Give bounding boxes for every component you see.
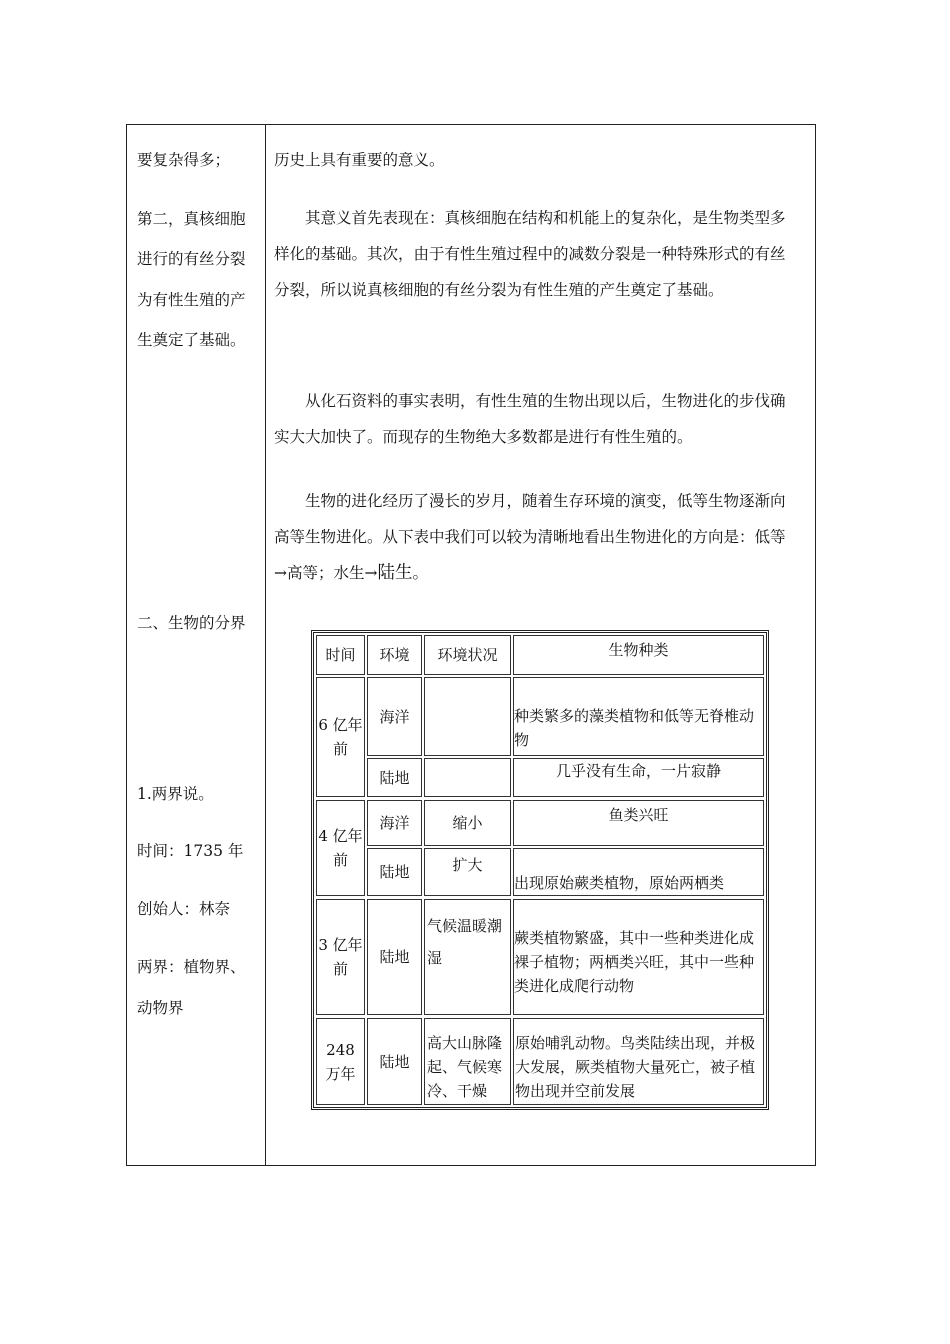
env-cell: 陆地 <box>367 899 422 1015</box>
two-kingdom-time: 时间：1735 年 <box>137 842 244 860</box>
env-cell: 海洋 <box>367 677 422 756</box>
species-cell: 蕨类植物繁盛，其中一些种类进化成裸子植物；两栖类兴旺，其中一些种类进化成爬行动物 <box>513 899 764 1015</box>
second-point-line1: 第二，真核细胞 <box>137 210 246 228</box>
section-heading: 二、生物的分界 <box>137 614 246 632</box>
second-point-line4: 生奠定了基础。 <box>137 331 246 349</box>
column-divider <box>265 125 266 1165</box>
condition-cell: 缩小 <box>424 800 511 846</box>
species-cell: 鱼类兴旺 <box>513 800 764 846</box>
paragraph-4-emph: 陆生 <box>377 563 413 583</box>
header-conditions: 环境状况 <box>424 635 511 675</box>
evolution-table <box>311 630 769 1110</box>
time-cell: 6 亿年前 <box>316 677 365 797</box>
paragraph-2: 其意义首先表现在：真核细胞在结构和机能上的复杂化，是生物类型多样化的基础。其次，由于有性生殖过程中的减数分裂是一种特殊形式的有丝分裂，所以说真核细胞的有丝分裂为有性生殖的产生奠定了基础。 <box>274 209 786 299</box>
paragraph-3: 从化石资料的事实表明，有性生殖的生物出现以后，生物进化的步伐确实大大加快了。而现存的生物绝大多数都是进行有性生殖的。 <box>274 392 786 446</box>
header-environment: 环境 <box>367 635 422 675</box>
time-cell: 3 亿年前 <box>316 899 365 1015</box>
second-point-line2: 进行的有丝分裂 <box>137 250 246 268</box>
species-cell: 种类繁多的藻类植物和低等无脊椎动物 <box>513 677 764 756</box>
two-kingdom-founder: 创始人：林奈 <box>137 900 231 918</box>
paragraph-1: 历史上具有重要的意义。 <box>274 151 445 169</box>
condition-cell <box>424 758 511 797</box>
time-cell: 4 亿年前 <box>316 800 365 896</box>
condition-cell: 高大山脉隆起、气候寒冷、干燥 <box>424 1018 511 1105</box>
header-species: 生物种类 <box>513 635 764 675</box>
header-time: 时间 <box>316 635 365 675</box>
env-cell: 陆地 <box>367 758 422 797</box>
paragraph-4-end: 。 <box>412 564 428 582</box>
condition-cell: 气候温暖潮湿 <box>424 899 511 1015</box>
condition-cell: 扩大 <box>424 848 511 896</box>
env-cell: 陆地 <box>367 848 422 896</box>
two-kingdom-kingdoms: 两界：植物界、 <box>137 958 246 976</box>
two-kingdom-title: 1.两界说。 <box>137 785 214 803</box>
env-cell: 海洋 <box>367 800 422 846</box>
env-cell: 陆地 <box>367 1018 422 1105</box>
time-cell: 248 万年 <box>316 1018 365 1105</box>
condition-cell <box>424 677 511 756</box>
two-kingdom-kingdoms-cont: 动物界 <box>137 999 184 1017</box>
paragraph-4 <box>274 483 794 591</box>
left-text-line1: 要复杂得多； <box>137 151 231 169</box>
species-cell: 出现原始蕨类植物，原始两栖类 <box>513 848 764 896</box>
paragraph-4-text: 生物的进化经历了漫长的岁月，随着生存环境的演变，低等生物逐渐向高等生物进化。从下表中我们可以较为清晰地看出生物进化的方向是：低等→高等；水生→ <box>274 492 786 582</box>
species-cell: 几乎没有生命，一片寂静 <box>513 758 764 797</box>
second-point-line3: 为有性生殖的产 <box>137 291 246 309</box>
species-cell: 原始哺乳动物。鸟类陆续出现，并极大发展，厥类植物大量死亡，被子植物出现并空前发展 <box>513 1018 764 1105</box>
